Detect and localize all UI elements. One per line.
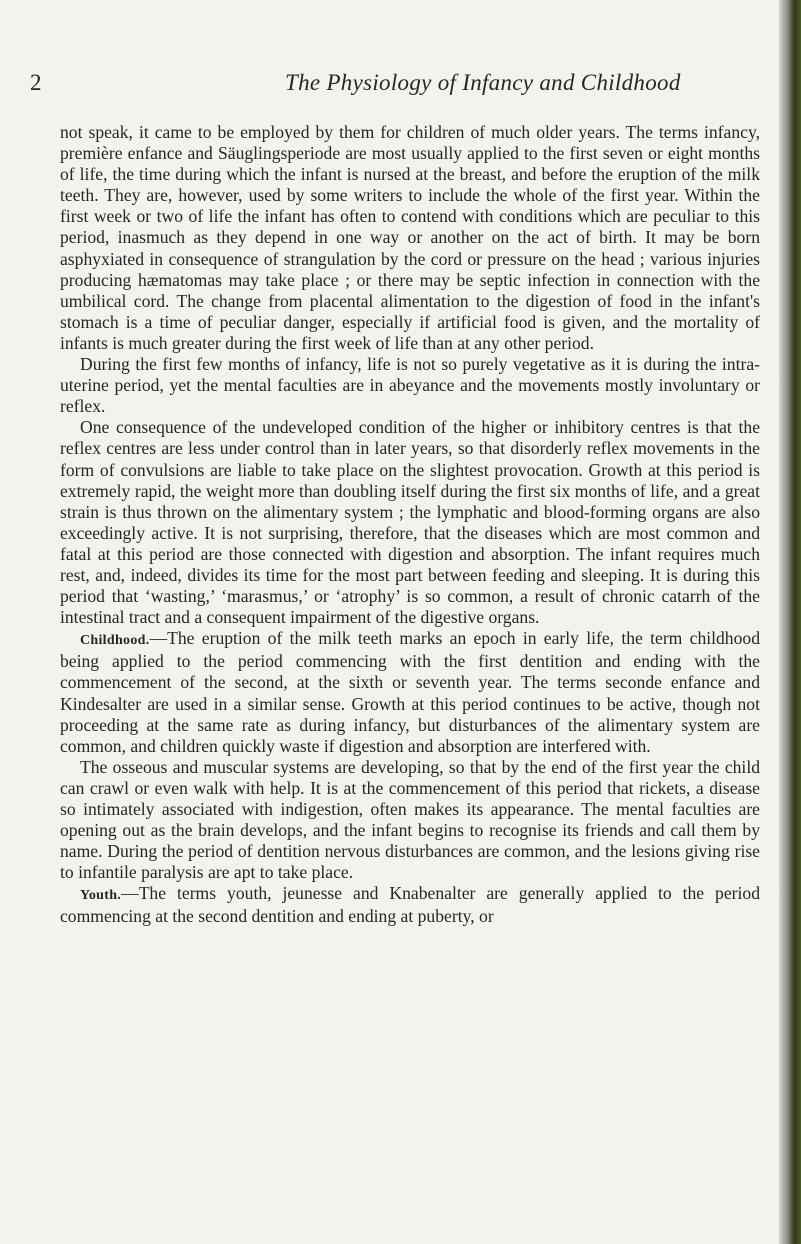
paragraph-infancy-terms: not speak, it came to be employed by them for children of much older years. The terms infancy, première enfance and Säuglingsperiode are most usually applied to the first seven or eight months of life, the time during which the infant is nursed at the breast, and before the eruption of the milk teeth. They are, however, used by some writers to include the whole of the first year. Within the first week or two of life the infant has often to contend with conditions which are peculiar to this period, inasmuch as they depend in one way or another on the act of birth. It may be born asphyxiated in consequence of strangulation by the cord or pressure on the head ; various injuries producing hæmatomas may take place ; or there may be septic infection in connection with the umbilical cord. The change from placental alimentation to the digestion of food in the infant's stomach is a time of peculiar danger, especially if artificial food is given, and the mortality of infants is much greater during the first week of life than at any other period. bbox=[60, 122, 760, 353]
paragraph-reflex-centres: One consequence of the undeveloped condition of the higher or inhibitory centres is that the reflex centres are less under control than in later years, so that disorderly reflex movements in the form of convulsions are liable to take place on the slightest provocation. Growth at this period is extremely rapid, the weight more than doubling itself during the first six months of life, and a great strain is thus thrown on the alimentary system ; the lymphatic and blood-forming organs are also exceedingly active. It is not surprising, therefore, that the diseases which are most common and fatal at this period are those connected with digestion and absorption. The infant requires much rest, and, indeed, divides its time for the most part between feeding and sleeping. It is during this period that ‘wasting,’ ‘marasmus,’ or ‘atrophy’ is so common, a result of chronic catarrh of the intestinal tract and a consequent impairment of the digestive organs. bbox=[60, 417, 760, 628]
page-number: 2 bbox=[30, 70, 42, 95]
body-text bbox=[60, 122, 760, 928]
page-header bbox=[30, 70, 770, 100]
paragraph-childhood bbox=[60, 628, 760, 757]
paragraph-childhood-text: —The eruption of the milk teeth marks an epoch in early life, the term childhood being applied to the period commencing with the first dentition and ending with the commencement of the second, at the sixth or seventh year. The terms seconde enfance and Kindesalter are used in a similar sense. Growth at this period continues to be active, though not proceeding at the same rate as during infancy, but disturbances of the alimentary system are common, and children quickly waste if digestion and absorption are interfered with. bbox=[60, 628, 760, 756]
paragraph-vegetative: During the first few months of infancy, life is not so purely vegetative as it is during the intra-uterine period, yet the mental faculties are in abeyance and the movements mostly involuntary or reflex. bbox=[60, 354, 760, 417]
book-binding-edge bbox=[779, 0, 801, 1244]
running-title: The Physiology of Infancy and Childhood bbox=[285, 70, 681, 95]
section-heading-childhood: Childhood. bbox=[80, 633, 150, 649]
section-heading-youth: Youth. bbox=[80, 888, 122, 904]
paragraph-osseous: The osseous and muscular systems are developing, so that by the end of the first year the child can crawl or even walk with help. It is at the commencement of this period that rickets, a disease so intimately associated with indigestion, often makes its appearance. The mental faculties are opening out as the brain develops, and the infant begins to recognise its friends and call them by name. During the period of dentition nervous disturbances are common, and the lesions giving rise to infantile paralysis are apt to take place. bbox=[60, 756, 760, 883]
paragraph-youth-text: —The terms youth, jeunesse and Knabenalter are generally applied to the period commencing at the second dentition and ending at puberty, or bbox=[60, 883, 760, 927]
paragraph-youth bbox=[60, 883, 760, 927]
